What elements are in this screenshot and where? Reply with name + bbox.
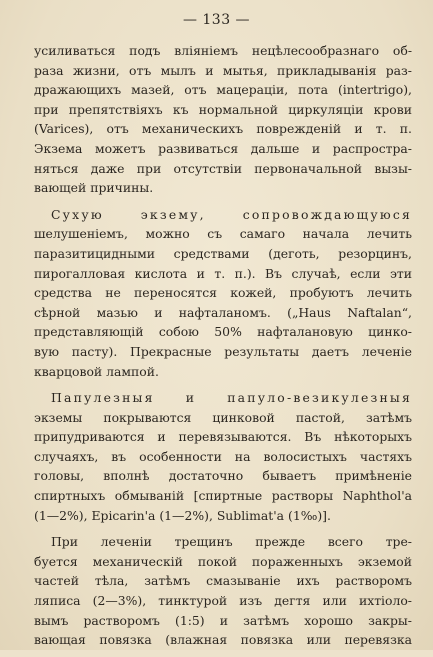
text-line: (Varices), отъ механическихъ поврежденій и т. п. — [34, 121, 412, 137]
text-line: ляписа (2—3%), тинктурой изъ дегтя или ихтіоло- — [34, 593, 412, 609]
text-line: паразитицидными средствами (деготь, резорцинъ, — [34, 245, 412, 261]
text-line: частей тѣла, затѣмъ смазываніе ихъ растворомъ — [34, 573, 412, 589]
text-line: шелушеніемъ, можно съ самаго начала лечить — [34, 226, 412, 242]
paragraph-3 — [34, 388, 412, 525]
text-line: головы, вполнѣ достаточно бываетъ примѣненіе — [34, 468, 412, 484]
paragraph-1 — [34, 41, 412, 198]
text-line: вающая повязка (влажная повязка или перевязка — [34, 632, 412, 648]
text-line: припудриваются и перевязываются. Въ нѣкоторыхъ — [34, 429, 412, 445]
text-line: случаяхъ, въ особенности на волосистыхъ частяхъ — [34, 448, 412, 464]
text-line: сѣрной мазью и нафталаномъ. („Haus Naftalan“, — [34, 304, 412, 320]
text-line: няться даже при отсутствіи первоначальной вызы- — [34, 160, 412, 176]
text-line: Сухую экзему, сопровождающуюся — [51, 206, 412, 222]
text-line: При леченіи трещинъ прежде всего тре- — [51, 534, 412, 550]
page-number: — 133 — — [182, 12, 251, 28]
text-line: вымъ растворомъ (1:5) и затѣмъ хорошо закры- — [34, 612, 412, 628]
text-line: (1—2%), Epicarin'a (1—2%), Sublimat'a (1‰)]. — [34, 507, 331, 523]
text-line: вающей причины. — [34, 180, 154, 196]
text-line: Папулезныя и папуло-везикулезныя — [51, 390, 412, 406]
text-line: представляющій собою 50% нафталановую цинко- — [34, 324, 412, 340]
text-line: усиливаться подъ вліяніемъ нецѣлесообразнаго об- — [34, 43, 412, 58]
text-line: при препятствіяхъ къ нормальной циркуляціи крови — [34, 101, 412, 117]
text-line: буется механическій покой пораженныхъ экземой — [34, 553, 412, 569]
text-line: кварцовой лампой. — [34, 363, 159, 379]
body-text — [34, 41, 412, 657]
text-line: средства не переносятся кожей, пробуютъ лечить — [34, 285, 412, 301]
text-line: вую пасту). Прекрасные результаты даетъ леченіе — [34, 343, 412, 359]
text-line: пирогалловая кислота и т. п.). Въ случаѣ, если эти — [34, 265, 412, 281]
paragraph-4 — [34, 532, 412, 650]
paragraph-2 — [34, 205, 412, 381]
text-line: спиртныхъ обмываній [спиртные растворы Naphthol'a — [34, 488, 412, 504]
text-line: Экзема можетъ развиваться дальше и распростра- — [34, 140, 412, 156]
text-line: раза жизни, отъ мылъ и мытья, прикладыванія раз- — [34, 62, 412, 78]
text-line: дражающихъ мазей, отъ мацераціи, пота (intertrigo), — [34, 82, 412, 98]
text-line: экземы покрываются цинковой пастой, затѣмъ — [34, 409, 412, 425]
